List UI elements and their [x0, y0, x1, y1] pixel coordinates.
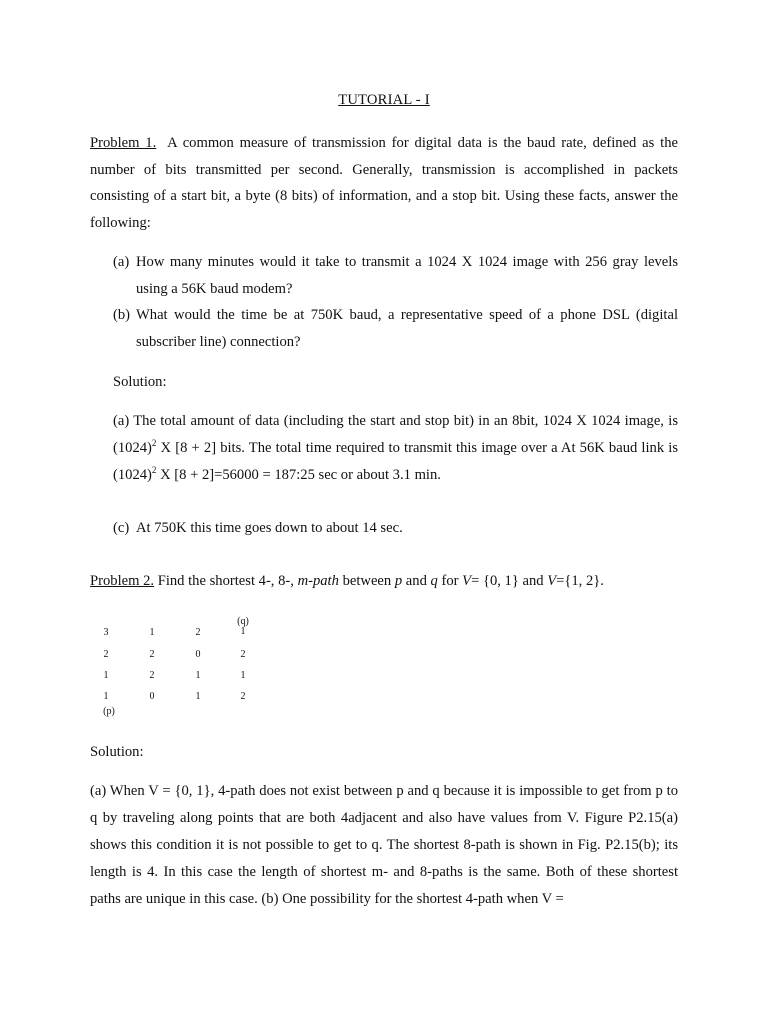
grid-cell: 1 [240, 670, 246, 681]
question-a-marker: (a) [113, 254, 130, 270]
grid-cell: 2 [240, 691, 246, 702]
solution1-a-text2: X [8 + 2] bits. The total time required to transmit this image over a At 56K baud link is (1024) [113, 440, 678, 483]
problem1-statement [90, 130, 678, 236]
solution1-a-sup2: 2 [151, 465, 157, 476]
grid-cell: 2 [149, 670, 155, 681]
solution2-label: Solution: [90, 744, 144, 760]
problem2-text-7: for [437, 573, 463, 589]
problem2-v1: V [462, 573, 472, 589]
grid-cell: 1 [195, 691, 201, 702]
question-a [113, 249, 678, 302]
grid-cell: 1 [103, 691, 109, 702]
solution1-a-text3: X [8 + 2]=56000 = 187:25 sec or about 3.1 min. [156, 467, 441, 483]
solution1-part-c [113, 515, 678, 542]
grid-cell: 0 [195, 649, 201, 660]
problem2-q: q [430, 573, 438, 589]
grid-cell: 1 [149, 627, 155, 638]
grid-q-label: (q) [237, 616, 249, 627]
problem1-label: Problem 1. [90, 135, 157, 151]
problem2-text-9: = {0, 1} and [471, 573, 548, 589]
pixel-grid [90, 612, 290, 722]
problem1-text: A common measure of transmission for digital data is the baud rate, defined as the number of bits transmitted per second. Generally, transmission is accomplished in packets consisting of a start bit, a byte (8 bits) of information, and a stop bit. Using these facts, answer the following: [90, 135, 678, 231]
grid-cell: 2 [103, 649, 109, 660]
question-a-text: How many minutes would it take to transmit a 1024 X 1024 image with 256 gray levels using a 56K baud modem? [136, 254, 678, 297]
grid-cell: 1 [103, 670, 109, 681]
problem2-mpath: m-path [297, 573, 339, 589]
problem1-questions [113, 249, 678, 355]
problem2-v2: V [547, 573, 557, 589]
problem2-text-11: ={1, 2}. [556, 573, 604, 589]
question-b-marker: (b) [113, 307, 131, 324]
grid-cell: 3 [103, 627, 109, 638]
problem2-text-3: between [338, 573, 395, 589]
solution2-text: (a) When V = {0, 1}, 4-path does not exist between p and q because it is impossible to get from p to q by traveling along points that are both 4adjacent and also have values from V. Figure P2.15(a) shows this condition it is not possible to get to q. The shortest 8-path is shown in Fig. P2.15(b); its length is 4. In this case the length of shortest m- and 8-paths is the same. Both of these shortest paths are unique in this case. (b) One possibility for the shortest 4-path when V = [90, 783, 678, 907]
solution1-c-text: At 750K this time goes down to about 14 sec. [136, 520, 403, 536]
problem2-statement [90, 568, 678, 595]
problem2-text-1: Find the shortest 4-, 8-, [154, 573, 298, 589]
question-b-text: What would the time be at 750K baud, a representative speed of a phone DSL (digital subscriber line) connection? [136, 307, 678, 350]
document-title: TUTORIAL - I [338, 92, 430, 108]
solution1-a-sup1: 2 [151, 438, 157, 449]
grid-cell: 1 [195, 670, 201, 681]
grid-cell: 2 [240, 649, 246, 660]
solution1-c-marker: (c) [113, 520, 130, 536]
problem2-label: Problem 2. [90, 573, 155, 589]
solution1-label: Solution: [113, 374, 167, 390]
grid-cell: 2 [149, 649, 155, 660]
problem2-p: p [394, 573, 403, 589]
grid-cell: 2 [195, 627, 201, 638]
question-b [113, 302, 678, 355]
grid-p-label: (p) [103, 706, 115, 717]
problem2-text-5: and [402, 573, 431, 589]
solution1-part-a [113, 408, 678, 489]
grid-cell: 0 [149, 691, 155, 702]
solution1-a-text1: (a) The total amount of data (including the start and stop bit) in an 8bit, 1024 X 1024 image, is (1024) [113, 413, 678, 456]
solution1-c-item [113, 515, 678, 542]
grid-cell: 1 [240, 626, 246, 637]
